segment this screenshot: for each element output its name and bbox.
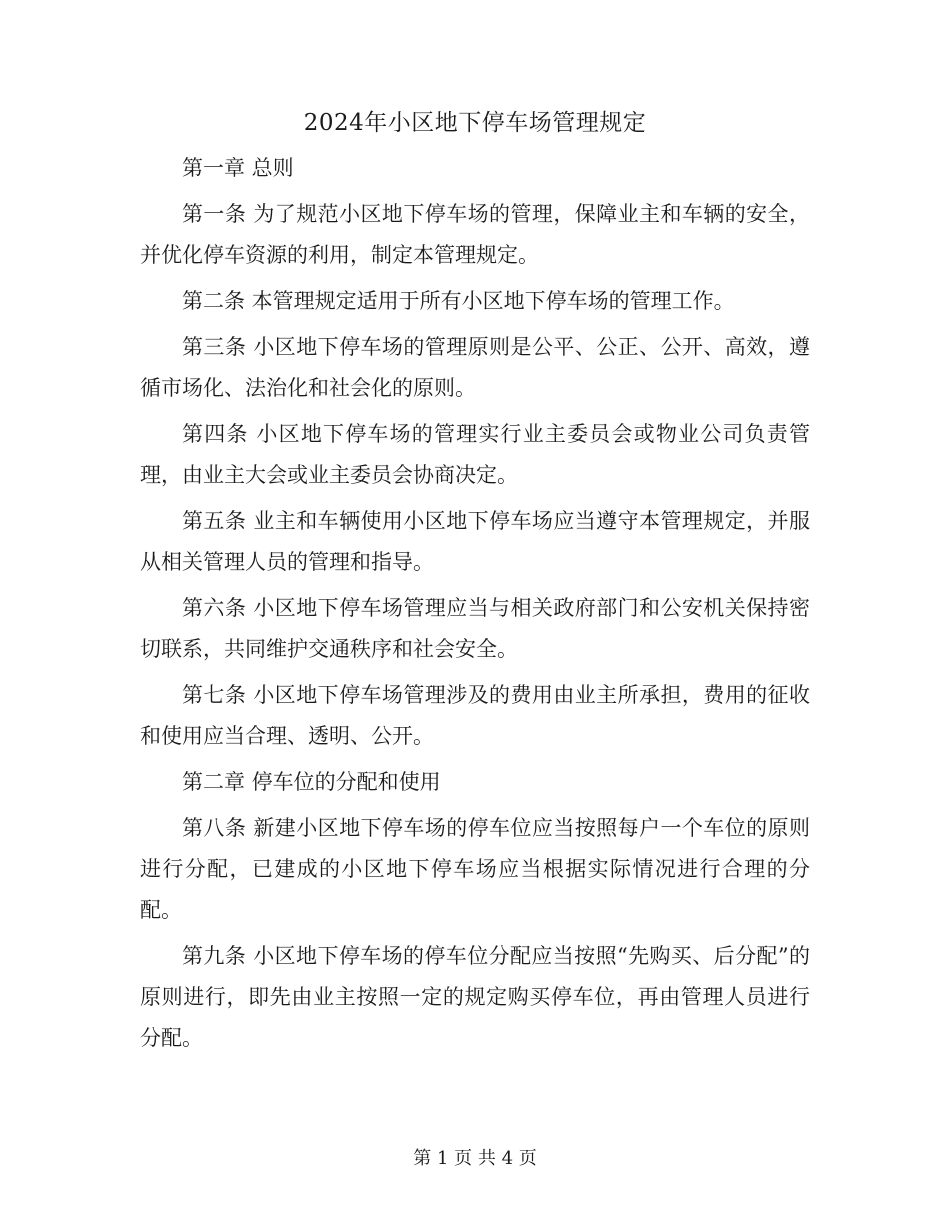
document-title: 2024年小区地下停车场管理规定 xyxy=(303,110,647,136)
article-2: 第二条 本管理规定适用于所有小区地下停车场的管理工作。 xyxy=(182,289,735,313)
chapter-heading-1: 第一章 总则 xyxy=(182,156,294,180)
page-number-footer: 第 1 页 共 4 页 xyxy=(413,1148,537,1169)
document-body xyxy=(140,102,810,1064)
article-1: 第一条 为了规范小区地下停车场的管理，保障业主和车辆的安全，并优化停车资源的利用，制定本管理规定。 xyxy=(140,202,810,267)
article-4: 第四条 小区地下停车场的管理实行业主委员会或物业公司负责管理，由业主大会或业主委员会协商决定。 xyxy=(140,422,810,487)
article-6: 第六条 小区地下停车场管理应当与相关政府部门和公安机关保持密切联系，共同维护交通秩序和社会安全。 xyxy=(140,596,810,661)
article-7: 第七条 小区地下停车场管理涉及的费用由业主所承担，费用的征收和使用应当合理、透明、公开。 xyxy=(140,683,810,748)
article-5: 第五条 业主和车辆使用小区地下停车场应当遵守本管理规定，并服从相关管理人员的管理和指导。 xyxy=(140,509,810,574)
article-8: 第八条 新建小区地下停车场的停车位应当按照每户一个车位的原则进行分配，已建成的小区地下停车场应当根据实际情况进行合理的分配。 xyxy=(140,816,810,922)
article-3: 第三条 小区地下停车场的管理原则是公平、公正、公开、高效，遵循市场化、法治化和社会化的原则。 xyxy=(140,335,810,400)
chapter-heading-2: 第二章 停车位的分配和使用 xyxy=(182,770,441,794)
article-9: 第九条 小区地下停车场的停车位分配应当按照“先购买、后分配”的原则进行，即先由业主按照一定的规定购买停车位，再由管理人员进行分配。 xyxy=(140,944,810,1050)
